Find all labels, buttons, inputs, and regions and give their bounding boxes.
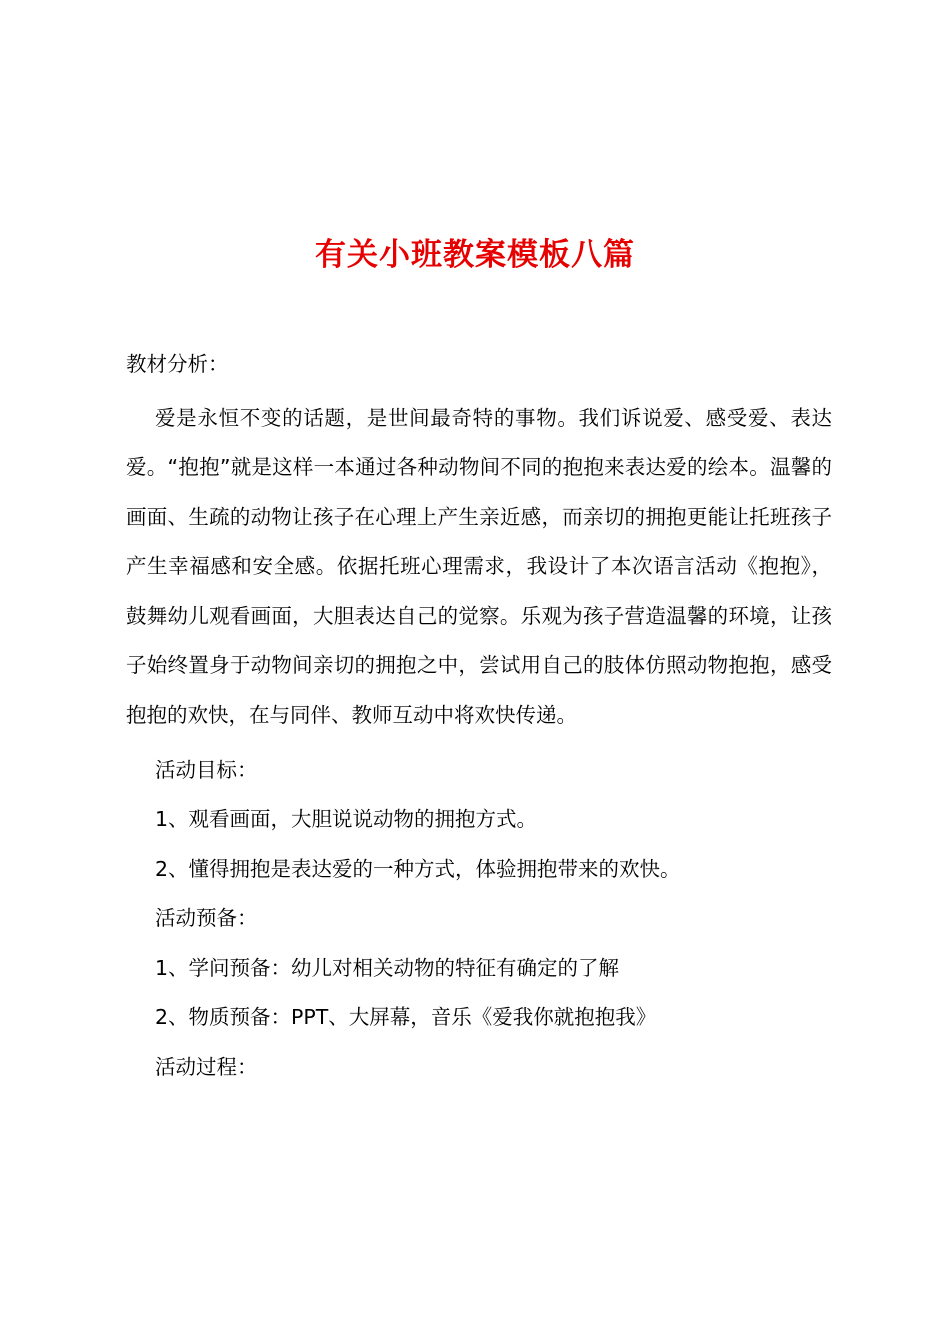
list-item-preparation-1: 1、学问预备：幼儿对相关动物的特征有确定的了解 [155,955,620,980]
body-paragraph-analysis: 爱是永恒不变的话题，是世间最奇特的事物。我们诉说爱、感受爱、表达爱。“抱抱”就是这样一本通过各种动物间不同的抱抱来表达爱的绘本。温馨的画面、生疏的动物让孩子在心理上产生亲近感，而亲切的拥抱更能让托班孩子产生幸福感和安全感。依据托班心理需求，我设计了本次语言活动《抱抱》，鼓舞幼儿观看画面，大胆表达自己的觉察。乐观为孩子营造温馨的环境，让孩子始终置身于动物间亲切的拥抱之中，尝试用自己的肢体仿照动物抱抱，感受抱抱的欢快，在与同伴、教师互动中将欢快传递。 [126,405,832,727]
document-body [126,344,832,1096]
list-item-goal-2: 2、懂得拥抱是表达爱的一种方式，体验拥抱带来的欢快。 [155,856,681,881]
document-title: 有关小班教案模板八篇 [315,236,635,273]
section-heading-goals: 活动目标： [155,757,258,782]
list-item-preparation-2: 2、物质预备：PPT、大屏幕，音乐《爱我你就抱抱我》 [155,1005,657,1029]
section-heading-process: 活动过程： [155,1054,258,1079]
list-item-goal-1: 1、观看画面，大胆说说动物的拥抱方式。 [155,807,538,831]
section-heading-preparation: 活动预备： [155,906,258,930]
section-heading-materials: 教材分析： [126,352,229,376]
